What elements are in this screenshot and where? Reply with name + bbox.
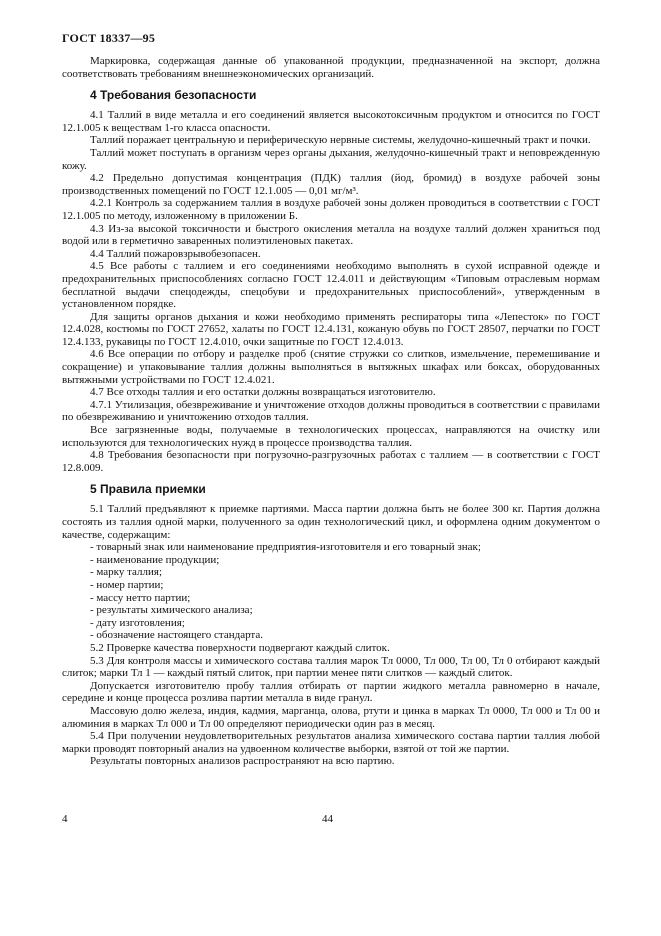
paragraph-4-7-1-a: Все загрязненные воды, получаемые в технологических процессах, направляются на очистку или используются для технологических нужд в процессе производства таллия. bbox=[62, 424, 600, 449]
paragraph-4-1-b: Таллий может поступать в организм через органы дыхания, желудочно-кишечный тракт и неповрежденную кожу. bbox=[62, 146, 600, 172]
paragraph-5-3: 5.3 Для контроля массы и химического состава таллия марок Тл 0000, Тл 000, Тл 00, Тл 0 отбирают каждый слиток; марки Тл 1 — каждый пятый слиток, при партии менее пяти слитков — каждый слиток. bbox=[62, 654, 600, 680]
paragraph-5-2: 5.2 Проверке качества поверхности подвергают каждый слиток. bbox=[90, 641, 390, 654]
paragraph-5-3-b: Массовую долю железа, индия, кадмия, марганца, олова, ртути и цинка в марках Тл 0000, Тл 000 и Тл 00 и алюминия в марках Тл 000 и Тл 00 определяют периодически один раз в месяц. bbox=[62, 704, 600, 730]
section-4-heading: 4 Требования безопасности bbox=[90, 88, 257, 103]
paragraph-5-1: 5.1 Таллий предъявляют к приемке партиями. Масса партии должна быть не более 300 кг. Партия должна состоять из таллия одной марки, полученного за один технологический цикл, и оформлена одним документом о качестве, содержащим: bbox=[62, 503, 600, 541]
list-item: - марку таллия; bbox=[90, 566, 163, 579]
paragraph-4-3: 4.3 Из-за высокой токсичности и быстрого окисления металла на воздухе таллий должен храниться под водой или в герметично заваренных полиэтиленовых пакетах. bbox=[62, 222, 600, 248]
paragraph-5-4: 5.4 При получении неудовлетворительных результатов анализа химического состава партии таллия любой марки проводят повторный анализ на удвоенном количестве выборки, взятой от той же партии. bbox=[62, 730, 600, 755]
list-item: - товарный знак или наименование предприятия-изготовителя и его товарный знак; bbox=[90, 541, 481, 554]
paragraph-4-1: 4.1 Таллий в виде металла и его соединений является высокотоксичным продуктом и относится по ГОСТ 12.1.005 к веществам 1-го класса опасности. bbox=[62, 109, 600, 134]
paragraph-4-5: 4.5 Все работы с таллием и его соединениями необходимо выполнять в сухой исправной одежде и предохранительных приспособлениях согласно ГОСТ 12.4.011 и действующим «Типовым отраслевым нормам бесплатной выдачи спецодежды, спецобуви и предохранительных приспособлений», утвержденным в установленном порядке. bbox=[62, 260, 600, 311]
paragraph-5-4-a: Результаты повторных анализов распространяют на всю партию. bbox=[90, 755, 395, 768]
list-item: - результаты химического анализа; bbox=[90, 604, 253, 617]
list-item: - номер партии; bbox=[90, 578, 164, 591]
paragraph-4-6: 4.6 Все операции по отбору и разделке проб (снятие стружки со слитков, измельчение, перемешивание и сокращение) и упаковывание таллия должны выполняться в вытяжных шкафах или боксах, оборудованных вытяжными устройствами по ГОСТ 12.4.021. bbox=[62, 348, 600, 386]
page-number-left: 4 bbox=[62, 813, 68, 825]
paragraph-4-1-a: Таллий поражает центральную и периферическую нервные системы, желудочно-кишечный тракт и почки. bbox=[90, 134, 591, 147]
paragraph-5-3-a: Допускается изготовителю пробу таллия отбирать от партии жидкого металла равномерно в начале, середине и конце процесса розлива партии металла в виде гранул. bbox=[62, 679, 600, 705]
document-header: ГОСТ 18337—95 bbox=[62, 31, 156, 45]
section-5-heading: 5 Правила приемки bbox=[90, 482, 206, 497]
paragraph-4-4: 4.4 Таллий пожаровзрывобезопасен. bbox=[90, 247, 261, 260]
paragraph-4-7-1: 4.7.1 Утилизация, обезвреживание и уничтожение отходов должны проводиться в соответствии с правилами по обезвреживанию и уничтожению отходов таллия. bbox=[62, 398, 600, 424]
quality-document-list bbox=[62, 541, 600, 642]
list-item: - наименование продукции; bbox=[90, 553, 220, 566]
list-item: - обозначение настоящего стандарта. bbox=[90, 629, 264, 642]
intro-paragraph: Маркировка, содержащая данные об упакованной продукции, предназначенной на экспорт, должна соответствовать требованиям внешнеэкономических организаций. bbox=[62, 55, 600, 80]
list-item: - дату изготовления; bbox=[90, 616, 185, 629]
list-item: - массу нетто партии; bbox=[90, 591, 191, 604]
paragraph-4-5-a: Для защиты органов дыхания и кожи необходимо применять респираторы типа «Лепесток» по ГОСТ 12.4.028, костюмы по ГОСТ 27652, халаты по ГОСТ 12.4.131, кожаную обувь по ГОСТ 28507, перчатки по ГОСТ 12.4.133, рукавицы по ГОСТ 12.4.010, очки защитные по ГОСТ 12.4.013. bbox=[62, 310, 600, 348]
paragraph-4-2-1: 4.2.1 Контроль за содержанием таллия в воздухе рабочей зоны должен проводиться в соответствии с ГОСТ 12.1.005 по методу, изложенному в приложении Б. bbox=[62, 197, 600, 222]
paragraph-4-2: 4.2 Предельно допустимая концентрация (ПДК) таллия (йод, бромид) в воздухе рабочей зоны производственных помещений по ГОСТ 12.1.005 — 0,01 мг/м³. bbox=[62, 172, 600, 197]
paragraph-4-8: 4.8 Требования безопасности при погрузочно-разгрузочных работах с таллием — в соответствии с ГОСТ 12.8.009. bbox=[62, 449, 600, 474]
page-number-center: 44 bbox=[322, 813, 333, 825]
document-body bbox=[62, 55, 600, 768]
paragraph-4-7: 4.7 Все отходы таллия и его остатки должны возвращаться изготовителю. bbox=[90, 386, 436, 399]
